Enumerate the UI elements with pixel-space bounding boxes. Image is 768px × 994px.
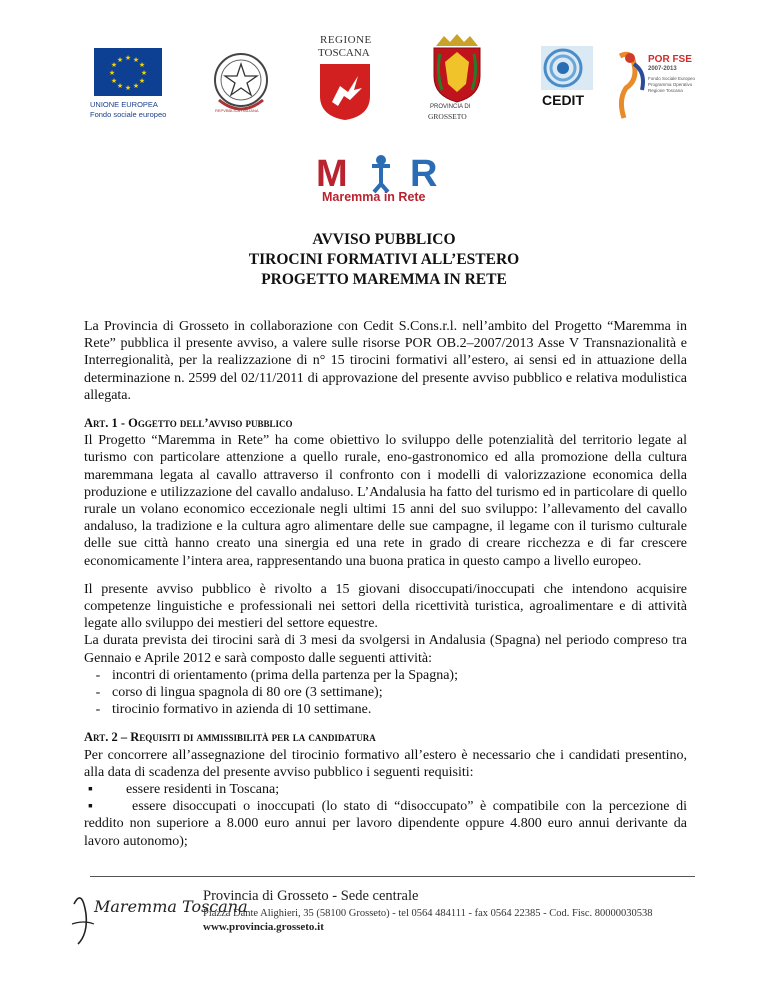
toscana-label: TOSCANA	[318, 47, 370, 59]
document-title	[0, 230, 768, 290]
cedit-logo	[538, 46, 596, 110]
porfse-desc-3: Regione Toscana	[648, 88, 683, 93]
eu-caption: UNIONE EUROPEA	[90, 100, 158, 109]
eu-flag-icon	[94, 48, 162, 96]
title-line-3: PROGETTO MAREMMA IN RETE	[261, 271, 507, 288]
svg-text:★: ★	[124, 54, 132, 62]
svg-text:★: ★	[116, 56, 124, 64]
document-body	[84, 318, 687, 850]
cedit-label: CEDIT	[542, 92, 584, 108]
title-line-2: TIROCINI FORMATIVI ALL’ESTERO	[248, 251, 520, 268]
svg-text:★: ★	[110, 77, 118, 85]
activity-3: tirocinio formativo in azienda di 10 settimane.	[112, 702, 372, 718]
provincia-crest-icon	[428, 32, 486, 104]
logo-row	[0, 32, 768, 127]
porfse-desc-2: Programma Operativo	[648, 82, 693, 87]
svg-text:★: ★	[110, 61, 118, 69]
list-item: - incontri di orientamento (prima della partenza per la Spagna);	[95, 667, 458, 683]
list-item: - corso di lingua spagnola di 80 ore (3 settimane);	[95, 685, 383, 701]
porfse-label: POR FSE	[648, 54, 692, 65]
article-2-heading	[84, 729, 687, 746]
footer-address: Piazza Dante Alighieri, 35 (58100 Grosseto) - tel 0564 484111 - fax 0564 22385 - Cod. Fisc. 80000030538	[203, 908, 653, 919]
regione-label: REGIONE	[320, 34, 372, 46]
eu-subcaption: Fondo sociale europeo	[90, 110, 167, 119]
mir-letters-icon	[314, 152, 448, 195]
requirement-2: essere disoccupati o inoccupati (lo stato di “disoccupato” è compatibile con la percezione di reddito non superiore a 8.000 euro annui per lavoro dipendente oppure 4.800 euro annui derivante da lavoro autonomo);	[84, 799, 687, 849]
article-2-number: Art. 2 –	[84, 730, 131, 745]
svg-text:★: ★	[108, 69, 116, 77]
eu-logo	[90, 48, 170, 118]
article-1-paragraph-3: La durata prevista dei tirocini sarà di 3 mesi da svolgersi in Andalusia (Spagna) nel periodo compreso tra Gennaio e Aprile 2012 e sarà composto dalle seguenti attività:	[84, 633, 687, 666]
mir-caption: Maremma in Rete	[322, 190, 426, 204]
republic-seal-text: REPVBBLICA ITALIANA	[215, 108, 259, 113]
article-2-title: Requisiti di ammissibilità per la candidatura	[130, 730, 376, 745]
title-line-1: AVVISO PUBBLICO	[312, 231, 456, 248]
article-1-paragraph-2: Il presente avviso pubblico è rivolto a 15 giovani disoccupati/inoccupati che intendono acquisire competenze linguistiche e professionali nei settori della ricettività turistica, agroalimentare e di attività legate allo sviluppo dei mestieri del settore equestre.	[84, 581, 687, 632]
article-1-heading	[84, 415, 687, 432]
bullet-icon: ▪	[88, 799, 97, 815]
provincia-label: PROVINCIA DI	[430, 104, 471, 110]
maremma-toscana-signature	[64, 884, 248, 952]
svg-text:★: ★	[124, 84, 132, 92]
article-2-paragraph-1: Per concorrere all’assegnazione del tirocinio formativo all’estero è necessario che i candidati presentino, alla data di scadenza del presente avviso pubblico i seguenti requisiti:	[84, 747, 687, 780]
italian-republic-emblem	[205, 46, 277, 118]
footer	[203, 888, 723, 933]
activity-2: corso di lingua spagnola di 80 ore (3 settimane);	[112, 685, 383, 701]
article-1-title: Oggetto dell’avviso pubblico	[128, 416, 293, 431]
footer-divider	[90, 876, 695, 877]
requirement-1: essere residenti in Toscana;	[126, 782, 280, 798]
signature-text: Maremma Toscana	[94, 897, 248, 916]
list-item: - tirocinio formativo in azienda di 10 settimane.	[95, 702, 372, 718]
regione-toscana-logo	[316, 34, 380, 120]
porfse-logo	[612, 46, 696, 120]
pegasus-shield-icon	[318, 62, 372, 120]
porfse-years: 2007-2013	[648, 66, 677, 72]
svg-text:★: ★	[132, 82, 140, 90]
svg-text:★: ★	[138, 77, 146, 85]
activity-1: incontri di orientamento (prima della partenza per la Spagna);	[112, 667, 458, 683]
intro-paragraph: La Provincia di Grosseto in collaborazione con Cedit S.Cons.r.l. nell’ambito del Progetto “Maremma in Rete” pubblica il presente avviso, a valere sulle risorse POR OB.2–2007/2013 Asse V Transnazionalità e Interregionalità, per la realizzazione di n° 15 tirocini formativi all’estero, ai sensi ed in attuazione della determinazione n. 2599 del 02/11/2011 di approvazione del presente avviso pubblico e relativa modulistica allegata.	[84, 319, 687, 403]
maremma-in-rete-logo	[314, 152, 448, 206]
provincia-grosseto-logo	[426, 32, 488, 124]
svg-text:★: ★	[116, 82, 124, 90]
article-1-number: Art. 1 -	[84, 416, 129, 431]
svg-text:R: R	[410, 153, 438, 195]
signature-icon	[64, 884, 248, 952]
list-item	[84, 798, 687, 850]
footer-office: Provincia di Grosseto - Sede centrale	[203, 888, 419, 904]
article-1-paragraph-1: Il Progetto “Maremma in Rete” ha come obiettivo lo sviluppo delle potenzialità del territorio legate al turismo con particolare attenzione a quello rurale, eno-gastronomico ed alla promozione della cultura maremmana legata al cavallo attraverso il confronto con i modelli di valorizzazione economica della produzione e utilizzazione del cavallo andaluso. L’Andalusia ha fatto del turismo ed in particolare di quello rurale un volano economico eccezionale negli ultimi 15 anni del suo sviluppo: l’allevamento del cavallo andaluso, la tradizione e la cultura agro alimentare delle sue campagne, il legame con il turismo culturale delle sue città hanno creato una sinergia ed una rete in grado di creare ricchezza e di far crescere economicamente l’intera area, rappresentando una buona pratica in questo campo a livello europeo.	[84, 433, 687, 569]
footer-website: www.provincia.grosseto.it	[203, 921, 324, 933]
svg-text:M: M	[316, 153, 348, 195]
svg-text:★: ★	[132, 56, 140, 64]
grosseto-label: GROSSETO	[428, 112, 467, 121]
list-item: ▪ essere residenti in Toscana;	[88, 782, 280, 798]
svg-text:★: ★	[140, 69, 148, 77]
svg-text:★: ★	[138, 61, 146, 69]
porfse-desc-1: Fondo Sociale Europeo	[648, 76, 696, 81]
cedit-waves-icon	[541, 46, 593, 90]
